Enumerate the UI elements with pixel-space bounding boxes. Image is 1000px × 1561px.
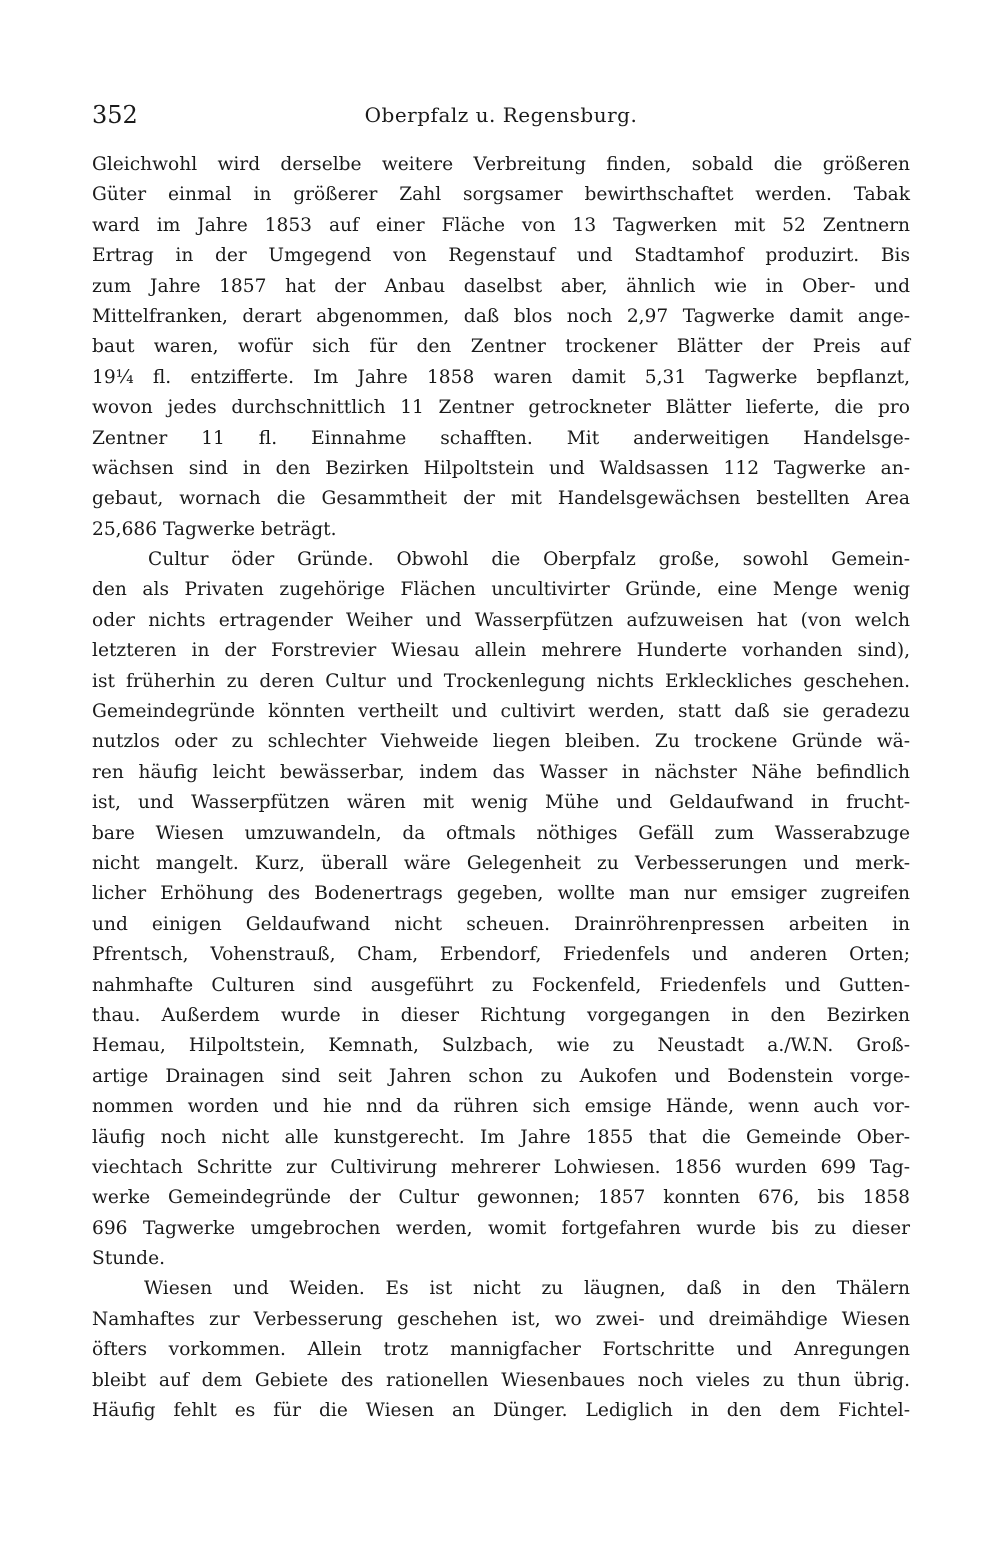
text-line: nutzlos oder zu schlechter Viehweide liegen bleiben. Zu trockene Gründe wä- [92, 731, 910, 753]
text-line: thau. Außerdem wurde in dieser Richtung vorgegangen in den Bezirken [92, 1004, 910, 1026]
text-line: oder nichts ertragender Weiher und Wasserpfützen aufzuweisen hat (von welch [92, 609, 910, 631]
text-line: artige Drainagen sind seit Jahren schon zu Aukofen und Bodenstein vorge- [92, 1065, 910, 1087]
paragraph-end-line: Stunde. [92, 1248, 165, 1270]
body-text [92, 150, 910, 1426]
text-line: bleibt auf dem Gebiete des rationellen Wiesenbaues noch vieles zu thun übrig. [92, 1369, 910, 1391]
text-line: Hemau, Hilpoltstein, Kemnath, Sulzbach, wie zu Neustadt a./W.N. Groß- [92, 1035, 910, 1057]
text-line: wächsen sind in den Bezirken Hilpoltstein und Waldsassen 112 Tagwerke an- [92, 457, 910, 479]
text-line: bare Wiesen umzuwandeln, da oftmals nöthiges Gefäll zum Wasserabzuge [92, 822, 910, 844]
text-line: und einigen Geldaufwand nicht scheuen. Drainröhrenpressen arbeiten in [92, 913, 910, 935]
text-line: letzteren in der Forstrevier Wiesau allein mehrere Hunderte vorhanden sind), [92, 640, 910, 662]
text-line: Zentner 11 fl. Einnahme schafften. Mit anderweitigen Handelsge- [92, 427, 910, 449]
text-line: Güter einmal in größerer Zahl sorgsamer bewirthschaftet werden. Tabak [92, 184, 910, 206]
text-line: werke Gemeindegründe der Cultur gewonnen; 1857 konnten 676, bis 1858 [92, 1187, 910, 1209]
section-heading-line: Wiesen und Weiden. Es ist nicht zu läugnen, daß in den Thälern [144, 1278, 910, 1300]
text-line: Gemeindegründe könnten vertheilt und cultivirt werden, statt daß sie geradezu [92, 701, 910, 723]
text-line: Mittelfranken, derart abgenommen, daß blos noch 2,97 Tagwerke damit ange- [92, 305, 910, 327]
text-line: den als Privaten zugehörige Flächen uncultivirter Gründe, eine Menge wenig [92, 579, 910, 601]
text-line: licher Erhöhung des Bodenertrags gegeben, wollte man nur emsiger zugreifen [92, 883, 910, 905]
text-line: Häufig fehlt es für die Wiesen an Dünger. Lediglich in den dem Fichtel- [92, 1400, 910, 1422]
text-line: zum Jahre 1857 hat der Anbau daselbst aber, ähnlich wie in Ober- und [92, 275, 910, 297]
text-line: ren häufig leicht bewässerbar, indem das Wasser in nächster Nähe befindlich [92, 761, 910, 783]
text-line: ward im Jahre 1853 auf einer Fläche von 13 Tagwerken mit 52 Zentnern [92, 214, 910, 236]
text-line: Gleichwohl wird derselbe weitere Verbreitung finden, sobald die größeren [92, 154, 910, 175]
text-line: Namhaftes zur Verbesserung geschehen ist, wo zwei- und dreimähdige Wiesen [92, 1308, 910, 1330]
text-line: wovon jedes durchschnittlich 11 Zentner getrockneter Blätter lieferte, die pro [92, 397, 910, 419]
text-line: 696 Tagwerke umgebrochen werden, womit fortgefahren wurde bis zu dieser [92, 1217, 910, 1239]
text-line: gebaut, wornach die Gesammtheit der mit Handelsgewächsen bestellten Area [92, 488, 910, 510]
text-line: Ertrag in der Umgegend von Regenstauf und Stadtamhof produzirt. Bis [92, 245, 910, 267]
running-head: Oberpfalz u. Regensburg. [364, 103, 638, 127]
text-line: Pfrentsch, Vohenstrauß, Cham, Erbendorf, Friedenfels und anderen Orten; [92, 944, 910, 966]
page-header [92, 100, 910, 134]
section-heading-line: Cultur öder Gründe. Obwohl die Oberpfalz große, sowohl Gemein- [148, 549, 910, 571]
text-line: ist, und Wasserpfützen wären mit wenig Mühe und Geldaufwand in frucht- [92, 792, 910, 814]
paragraph-end-line: 25,686 Tagwerke beträgt. [92, 518, 337, 540]
page-number: 352 [92, 101, 138, 129]
text-line: ist früherhin zu deren Cultur und Trockenlegung nichts Erkleckliches geschehen. [92, 670, 910, 692]
text-line: nicht mangelt. Kurz, überall wäre Gelegenheit zu Verbesserungen und merk- [92, 852, 910, 874]
text-line: nahmhafte Culturen sind ausgeführt zu Fockenfeld, Friedenfels und Gutten- [92, 974, 910, 996]
text-line: viechtach Schritte zur Cultivirung mehrerer Lohwiesen. 1856 wurden 699 Tag- [92, 1156, 910, 1178]
text-line: nommen worden und hie nnd da rühren sich emsige Hände, wenn auch vor- [92, 1096, 910, 1118]
text-line: öfters vorkommen. Allein trotz mannigfacher Fortschritte und Anregungen [92, 1339, 910, 1361]
text-line: 19¼ fl. entzifferte. Im Jahre 1858 waren damit 5,31 Tagwerke bepflanzt, [92, 366, 910, 388]
text-line: baut waren, wofür sich für den Zentner trockener Blätter der Preis auf [92, 336, 910, 358]
text-line: läufig noch nicht alle kunstgerecht. Im Jahre 1855 that die Gemeinde Ober- [92, 1126, 910, 1148]
